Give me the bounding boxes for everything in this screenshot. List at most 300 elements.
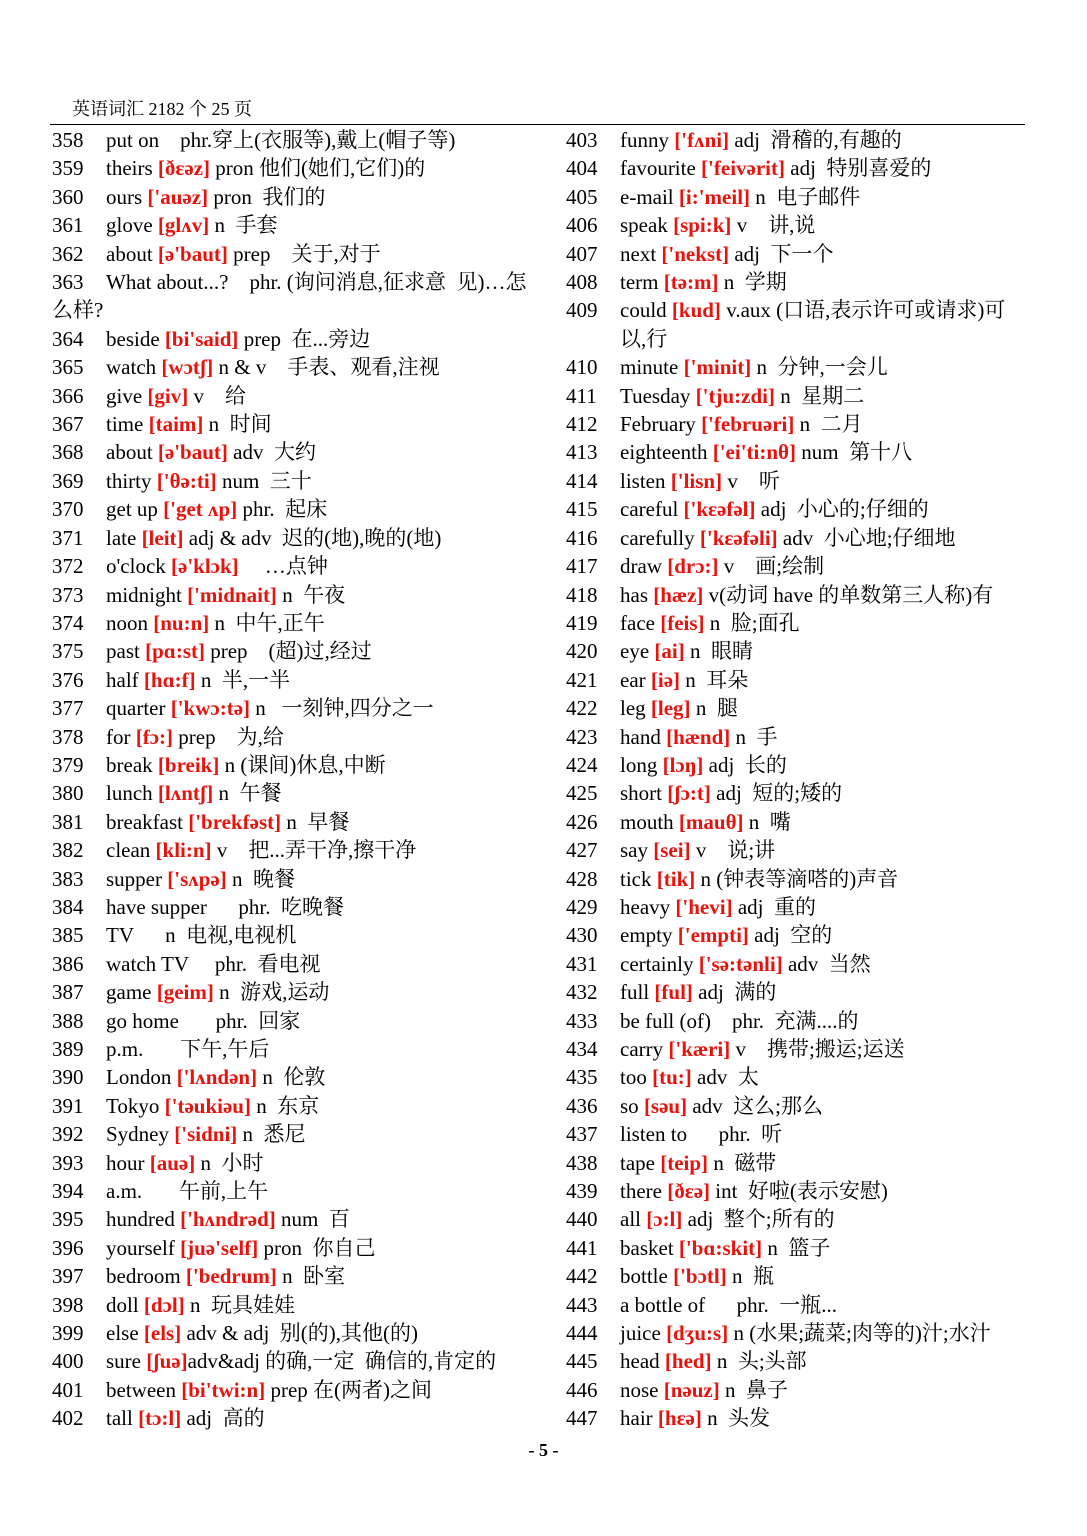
entry-definition: prep 为,给 xyxy=(173,724,284,749)
vocab-entry xyxy=(566,1007,1031,1035)
entry-text xyxy=(106,126,532,154)
entry-word: head xyxy=(620,1349,665,1374)
entry-text xyxy=(620,1149,1031,1177)
entry-definition: prep 在...旁边 xyxy=(238,326,371,351)
entry-word: have supper xyxy=(106,894,207,919)
entry-text xyxy=(106,1063,532,1091)
entry-number: 439 xyxy=(566,1179,598,1204)
entry-word: be full (of) xyxy=(620,1008,711,1033)
entry-definition: phr.穿上(衣服等),戴上(帽子等) xyxy=(159,128,456,152)
entry-definition: n 嘴 xyxy=(743,809,791,834)
entry-definition: adv & adj 别(的),其他(的) xyxy=(181,1321,419,1346)
entry-number: 374 xyxy=(52,610,84,635)
vocab-entry xyxy=(566,495,1031,523)
entry-definition: phr. 听 xyxy=(687,1122,783,1147)
entry-text xyxy=(620,1063,1031,1091)
entry-text xyxy=(106,666,532,694)
entry-word: midnight xyxy=(106,582,188,607)
entry-number: 366 xyxy=(52,383,84,408)
left-column xyxy=(52,126,532,1433)
entry-number: 408 xyxy=(566,270,598,295)
entry-definition: int 好啦(表示安慰) xyxy=(710,1179,888,1204)
entry-text xyxy=(620,1262,1031,1290)
entry-number: 372 xyxy=(52,554,84,579)
entry-definition: n 分钟,一会儿 xyxy=(751,355,888,380)
vocab-entry xyxy=(566,524,1031,552)
entry-word: tick xyxy=(620,866,657,891)
entry-text xyxy=(620,694,1031,722)
entry-text xyxy=(106,1404,532,1432)
entry-number: 375 xyxy=(52,639,84,664)
entry-word: What about...? xyxy=(106,270,229,295)
entry-word: bottle xyxy=(620,1264,674,1289)
vocab-entry xyxy=(566,1404,1031,1432)
entry-pronunciation: ['kwɔ:tə] xyxy=(170,696,251,721)
entry-word: sure xyxy=(106,1349,147,1374)
entry-definition: adj 空的 xyxy=(748,923,833,948)
entry-pronunciation: ['nekst] xyxy=(661,241,730,266)
entry-text xyxy=(106,410,532,438)
entry-text xyxy=(620,1319,1031,1347)
entry-number: 360 xyxy=(52,184,84,209)
entry-number: 361 xyxy=(52,213,84,238)
entry-word: tape xyxy=(620,1150,661,1175)
entry-definition: n 伦敦 xyxy=(257,1065,326,1090)
entry-text xyxy=(106,609,532,637)
entry-pronunciation: [lɔŋ] xyxy=(662,752,704,777)
entry-number: 395 xyxy=(52,1207,84,1232)
entry-definition: phr. (询问消息,征求意 见)…怎么样? xyxy=(52,270,527,323)
entry-text xyxy=(106,524,532,552)
vocab-entry xyxy=(566,950,1031,978)
entry-pronunciation: [bi'said] xyxy=(164,326,239,351)
entry-word: o'clock xyxy=(106,554,172,579)
entry-word: past xyxy=(106,639,146,664)
entry-word: go home xyxy=(106,1008,179,1033)
entry-definition: phr. 充满....的 xyxy=(710,1008,859,1033)
entry-definition: adv&adj 的确,一定 确信的,肯定的 xyxy=(187,1349,497,1374)
entry-word: carry xyxy=(620,1037,669,1061)
entry-text xyxy=(106,921,532,949)
entry-pronunciation: [ðɛəz] xyxy=(157,156,211,181)
vocab-entry xyxy=(52,723,532,751)
entry-text xyxy=(620,921,1031,949)
entry-pronunciation: [hænd] xyxy=(666,724,731,749)
entry-pronunciation: [hɑ:f] xyxy=(143,667,196,692)
vocab-entry xyxy=(52,1319,532,1347)
entry-number: 415 xyxy=(566,497,598,522)
entry-pronunciation: [səu] xyxy=(643,1093,688,1118)
entry-word: Sydney xyxy=(106,1122,175,1147)
entry-text xyxy=(106,808,532,836)
vocab-entry xyxy=(566,836,1031,864)
header-rule xyxy=(50,124,1025,125)
entry-text xyxy=(620,126,1031,154)
entry-pronunciation: [hæz] xyxy=(653,582,704,607)
entry-word: bedroom xyxy=(106,1264,186,1289)
vocab-entry xyxy=(566,1177,1031,1205)
vocab-entry xyxy=(52,893,532,921)
page-number: - 5 - xyxy=(528,1440,559,1460)
entry-text xyxy=(106,637,532,665)
vocab-entry xyxy=(566,467,1031,495)
entry-word: certainly xyxy=(620,951,699,976)
entry-number: 416 xyxy=(566,525,598,550)
vocab-entry xyxy=(52,1120,532,1148)
entry-pronunciation: [geim] xyxy=(156,980,214,1005)
entry-number: 406 xyxy=(566,213,598,238)
entry-definition: n 午夜 xyxy=(276,582,346,607)
entry-definition: n 手 xyxy=(730,724,778,749)
vocab-entry xyxy=(566,865,1031,893)
entry-definition: n 中午,正午 xyxy=(209,610,325,635)
entry-word: a bottle of xyxy=(620,1292,706,1317)
entry-text xyxy=(620,581,1031,609)
entry-text xyxy=(106,836,532,864)
entry-definition: v 讲,说 xyxy=(731,213,816,238)
entry-number: 434 xyxy=(566,1037,598,1061)
entry-definition: n 二月 xyxy=(794,412,863,437)
entry-text xyxy=(620,1291,1031,1319)
entry-number: 436 xyxy=(566,1093,598,1118)
entry-definition: n 东京 xyxy=(250,1093,320,1118)
entry-word: has xyxy=(620,582,654,607)
vocab-entry xyxy=(52,1007,532,1035)
entry-number: 433 xyxy=(566,1008,598,1033)
entry-text xyxy=(106,865,532,893)
entry-number: 438 xyxy=(566,1150,598,1175)
entry-text xyxy=(106,581,532,609)
entry-definition: adv 太 xyxy=(691,1065,759,1090)
entry-text xyxy=(620,865,1031,893)
vocab-entry xyxy=(52,353,532,381)
entry-pronunciation: [fɔ:] xyxy=(135,724,174,749)
entry-number: 377 xyxy=(52,696,84,721)
entry-definition: n 半,一半 xyxy=(195,667,291,692)
entry-text xyxy=(106,240,532,268)
entry-number: 432 xyxy=(566,980,598,1005)
entry-word: heavy xyxy=(620,894,676,919)
vocab-entry xyxy=(52,1262,532,1290)
entry-word: face xyxy=(620,610,661,635)
entry-word: for xyxy=(106,724,136,749)
vocab-entry xyxy=(566,808,1031,836)
entry-number: 402 xyxy=(52,1406,84,1431)
entry-text xyxy=(620,751,1031,779)
vocab-entry xyxy=(566,296,1031,353)
entry-text xyxy=(106,978,532,1006)
entry-text xyxy=(620,183,1031,211)
entry-number: 390 xyxy=(52,1065,84,1090)
vocab-entry xyxy=(566,1347,1031,1375)
entry-number: 447 xyxy=(566,1406,598,1431)
entry-number: 425 xyxy=(566,781,598,806)
entry-pronunciation: [tu:] xyxy=(652,1065,692,1090)
entry-text xyxy=(620,1205,1031,1233)
entry-pronunciation: [ə'baut] xyxy=(157,241,228,266)
vocab-entry xyxy=(52,211,532,239)
entry-number: 392 xyxy=(52,1122,84,1147)
entry-definition: prep 在(两者)之间 xyxy=(265,1377,433,1402)
entry-definition: num 第十八 xyxy=(796,440,913,465)
vocab-entry xyxy=(566,240,1031,268)
entry-number: 403 xyxy=(566,128,598,152)
vocab-entry xyxy=(52,609,532,637)
entry-word: ours xyxy=(106,184,148,209)
entry-definition: n (水果;蔬菜;肉等的)汁;水汁 xyxy=(728,1321,991,1346)
entry-text xyxy=(620,637,1031,665)
entry-word: juice xyxy=(620,1321,667,1346)
vocab-entry xyxy=(566,211,1031,239)
vocab-entry xyxy=(52,154,532,182)
entry-number: 363 xyxy=(52,270,84,295)
entry-definition: adv 当然 xyxy=(782,951,871,976)
vocab-entry xyxy=(566,921,1031,949)
entry-text xyxy=(620,438,1031,466)
entry-number: 413 xyxy=(566,440,598,465)
entry-pronunciation: [hed] xyxy=(664,1349,712,1374)
vocab-entry xyxy=(566,893,1031,921)
entry-text xyxy=(52,270,527,322)
entry-number: 435 xyxy=(566,1065,598,1090)
entry-number: 430 xyxy=(566,923,598,948)
entry-pronunciation: [tə:m] xyxy=(663,270,719,295)
entry-definition: n 学期 xyxy=(718,270,787,295)
vocab-entry xyxy=(566,1291,1031,1319)
entry-word: late xyxy=(106,525,142,550)
entry-number: 398 xyxy=(52,1292,84,1317)
entry-number: 427 xyxy=(566,838,598,863)
vocab-entry xyxy=(52,438,532,466)
entry-definition: adj 整个;所有的 xyxy=(682,1207,835,1232)
entry-word: draw xyxy=(620,554,668,579)
entry-text xyxy=(620,1376,1031,1404)
vocab-entry xyxy=(52,1291,532,1319)
vocab-entry xyxy=(52,1092,532,1120)
entry-number: 400 xyxy=(52,1349,84,1374)
vocab-entry xyxy=(52,1149,532,1177)
entry-definition: phr. 起床 xyxy=(237,497,328,522)
entry-pronunciation: ['tju:zdi] xyxy=(695,383,775,408)
vocab-entry xyxy=(52,410,532,438)
entry-text xyxy=(106,1205,532,1233)
entry-number: 389 xyxy=(52,1037,84,1061)
entry-text xyxy=(620,1120,1031,1148)
vocab-entry xyxy=(566,1319,1031,1347)
vocab-entry xyxy=(566,1149,1031,1177)
entry-number: 424 xyxy=(566,752,598,777)
entry-pronunciation: [leg] xyxy=(650,696,691,721)
entry-number: 391 xyxy=(52,1093,84,1118)
entry-text xyxy=(620,609,1031,637)
entry-text xyxy=(106,1319,532,1347)
entry-pronunciation: [kud] xyxy=(671,298,721,323)
entry-number: 368 xyxy=(52,440,84,465)
vocab-entry xyxy=(52,581,532,609)
vocab-entry xyxy=(566,382,1031,410)
entry-text xyxy=(106,1347,532,1375)
entry-word: favourite xyxy=(620,156,702,181)
entry-word: p.m. xyxy=(106,1037,144,1061)
entry-text xyxy=(106,1092,532,1120)
entry-word: glove xyxy=(106,213,158,238)
entry-pronunciation: ['get ʌp] xyxy=(163,497,238,522)
entry-pronunciation: ['midnait] xyxy=(187,582,277,607)
entry-word: too xyxy=(620,1065,653,1090)
vocab-entry xyxy=(52,1177,532,1205)
entry-word: supper xyxy=(106,866,168,891)
entry-pronunciation: [glʌv] xyxy=(157,213,210,238)
entry-number: 422 xyxy=(566,696,598,721)
entry-definition: n 手套 xyxy=(209,213,278,238)
entry-word: else xyxy=(106,1321,144,1346)
vocab-entry xyxy=(52,978,532,1006)
entry-word: empty xyxy=(620,923,678,948)
entry-text xyxy=(620,211,1031,239)
entry-word: nose xyxy=(620,1377,664,1402)
entry-word: February xyxy=(620,412,702,437)
vocab-entry xyxy=(52,183,532,211)
entry-definition: n 悉尼 xyxy=(237,1122,306,1147)
entry-number: 401 xyxy=(52,1377,84,1402)
entry-text xyxy=(620,353,1031,381)
entry-number: 362 xyxy=(52,241,84,266)
entry-definition: n 腿 xyxy=(690,696,738,721)
vocab-entry xyxy=(566,666,1031,694)
entry-definition: n 早餐 xyxy=(281,809,350,834)
entry-pronunciation: [drɔ:] xyxy=(667,554,719,579)
entry-word: London xyxy=(106,1065,177,1090)
entry-pronunciation: [hɛə] xyxy=(657,1406,702,1431)
entry-number: 388 xyxy=(52,1008,84,1033)
entry-pronunciation: [teip] xyxy=(660,1150,709,1175)
entry-word: TV xyxy=(106,923,134,948)
vocab-entry xyxy=(566,1092,1031,1120)
vocab-entry xyxy=(566,779,1031,807)
entry-text xyxy=(106,467,532,495)
entry-text xyxy=(620,1234,1031,1262)
entry-definition: n 卧室 xyxy=(276,1264,346,1289)
entry-number: 421 xyxy=(566,667,598,692)
entry-word: get up xyxy=(106,497,164,522)
entry-pronunciation: [taim] xyxy=(148,412,204,437)
entry-number: 381 xyxy=(52,809,84,834)
vocab-entry xyxy=(566,1035,1031,1063)
vocab-entry xyxy=(52,950,532,978)
entry-number: 385 xyxy=(52,923,84,948)
entry-word: say xyxy=(620,838,654,863)
entry-number: 414 xyxy=(566,468,598,493)
entry-number: 419 xyxy=(566,610,598,635)
entry-text xyxy=(620,240,1031,268)
entry-word: full xyxy=(620,980,655,1005)
entry-text xyxy=(620,978,1031,1006)
vocab-entry xyxy=(566,694,1031,722)
entry-text xyxy=(620,1092,1031,1120)
entry-word: noon xyxy=(106,610,154,635)
entry-word: hand xyxy=(620,724,667,749)
entry-definition: n (钟表等滴嗒的)声音 xyxy=(695,866,899,891)
entry-word: about xyxy=(106,241,158,266)
entry-definition: n 游戏,运动 xyxy=(213,980,330,1005)
entry-text xyxy=(106,353,532,381)
entry-pronunciation: ['hevi] xyxy=(675,894,733,919)
entry-text xyxy=(106,1291,532,1319)
entry-pronunciation: ['lisn] xyxy=(670,468,723,493)
entry-text xyxy=(106,552,532,580)
entry-pronunciation: [feis] xyxy=(660,610,705,635)
entry-definition: adj 满的 xyxy=(692,980,777,1005)
vocab-entry xyxy=(52,637,532,665)
vocab-entry xyxy=(566,353,1031,381)
entry-word: mouth xyxy=(620,809,679,834)
entry-number: 358 xyxy=(52,128,84,152)
entry-pronunciation: [wɔtʃ] xyxy=(161,355,214,380)
entry-number: 397 xyxy=(52,1264,84,1289)
entry-word: yourself xyxy=(106,1235,181,1260)
entry-word: e-mail xyxy=(620,184,679,209)
entry-definition: adj 下一个 xyxy=(729,241,834,266)
entry-text xyxy=(620,268,1031,296)
entry-definition: n 星期二 xyxy=(774,383,865,408)
entry-pronunciation: ['təukiəu] xyxy=(164,1093,251,1118)
vocab-entry xyxy=(566,1262,1031,1290)
entry-definition: n 头;头部 xyxy=(711,1349,807,1374)
entry-definition: v 携带;搬运;运送 xyxy=(730,1037,905,1061)
entry-number: 399 xyxy=(52,1321,84,1346)
entry-number: 367 xyxy=(52,412,84,437)
entry-number: 428 xyxy=(566,866,598,891)
entry-word: funny xyxy=(620,128,675,152)
vocab-entry xyxy=(566,1234,1031,1262)
entry-pronunciation: ['ei'ti:nθ] xyxy=(712,440,796,465)
entry-word: clean xyxy=(106,838,156,863)
entry-definition: n 瓶 xyxy=(726,1264,774,1289)
vocab-entry xyxy=(52,694,532,722)
entry-text xyxy=(106,495,532,523)
entry-definition: pron 他们(她们,它们)的 xyxy=(210,156,426,181)
entry-number: 423 xyxy=(566,724,598,749)
entry-text xyxy=(620,1404,1031,1432)
vocab-entry xyxy=(566,609,1031,637)
entry-number: 429 xyxy=(566,894,598,919)
entry-definition: adj 特别喜爱的 xyxy=(785,156,932,181)
entry-text xyxy=(106,1376,532,1404)
entry-pronunciation: [pɑ:st] xyxy=(145,639,205,664)
entry-pronunciation: [spi:k] xyxy=(673,213,732,238)
entry-number: 376 xyxy=(52,667,84,692)
entry-definition: n 玩具娃娃 xyxy=(184,1292,295,1317)
entry-number: 373 xyxy=(52,582,84,607)
entry-pronunciation: ['lʌndən] xyxy=(176,1065,258,1090)
entry-text xyxy=(620,893,1031,921)
entry-word: watch TV xyxy=(106,951,189,976)
entry-word: half xyxy=(106,667,144,692)
right-column xyxy=(566,126,1031,1433)
vocab-entry xyxy=(566,1205,1031,1233)
entry-text xyxy=(620,296,1031,353)
entry-pronunciation: ['februəri] xyxy=(701,412,795,437)
entry-definition: n & v 手表、观看,注视 xyxy=(213,355,440,380)
vocab-entry xyxy=(52,552,532,580)
vocab-entry xyxy=(566,268,1031,296)
entry-number: 409 xyxy=(566,298,598,323)
vocab-entry xyxy=(566,637,1031,665)
entry-word: breakfast xyxy=(106,809,189,834)
entry-text xyxy=(620,410,1031,438)
entry-definition: 午前,上午 xyxy=(142,1179,269,1204)
entry-number: 405 xyxy=(566,184,598,209)
